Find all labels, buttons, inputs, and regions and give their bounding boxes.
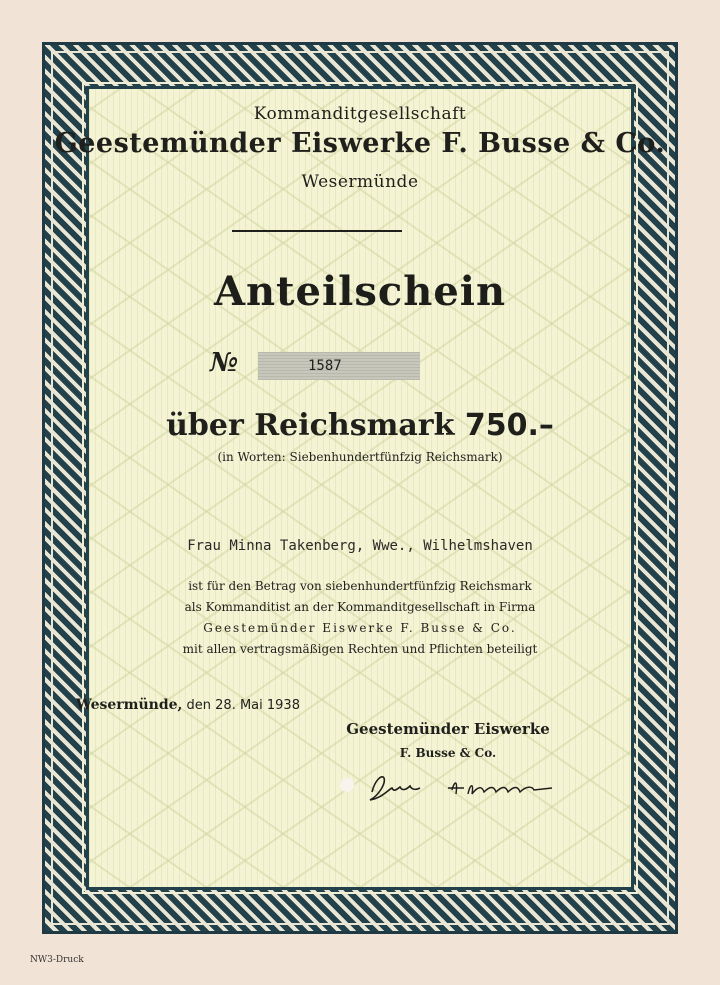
number-sign: №	[210, 348, 239, 378]
body-line: Geestemünder Eiswerke F. Busse & Co.	[203, 621, 517, 635]
handwritten-signatures	[320, 760, 560, 810]
place-date	[76, 697, 300, 713]
signatory-company: Geestemünder Eiswerke	[346, 720, 550, 738]
signature-1	[370, 777, 420, 800]
holder-name: Frau Minna Takenberg, Wwe., Wilhelmshaven	[187, 538, 533, 554]
printer-mark: NW3-Druck	[30, 955, 84, 965]
certificate-title: Anteilschein	[213, 268, 507, 315]
date: den 28. Mai 1938	[182, 698, 300, 713]
amount-words: (in Worten: Siebenhundertfünfzig Reichsmark)	[217, 450, 503, 464]
company-town: Wesermünde	[301, 172, 419, 192]
signatory-sub: F. Busse & Co.	[399, 746, 497, 760]
signature-2	[448, 783, 552, 794]
company-name: Geestemünder Eiswerke F. Busse & Co.	[54, 128, 666, 159]
company-type: Kommanditgesellschaft	[253, 104, 467, 124]
amount-value: 750.–	[464, 408, 554, 443]
body-line: ist für den Betrag von siebenhundertfünfzig Reichsmark	[188, 579, 532, 593]
body-line: mit allen vertragsmäßigen Rechten und Pflichten beteiligt	[182, 642, 538, 656]
amount-label: über Reichsmark	[166, 408, 465, 443]
amount	[0, 408, 720, 443]
number-box: 1587	[258, 352, 420, 380]
body-line: als Kommanditist an der Kommanditgesellschaft in Firma	[184, 600, 536, 614]
divider-rule	[232, 230, 402, 232]
body-text	[0, 576, 720, 660]
place: Wesermünde,	[76, 697, 183, 713]
